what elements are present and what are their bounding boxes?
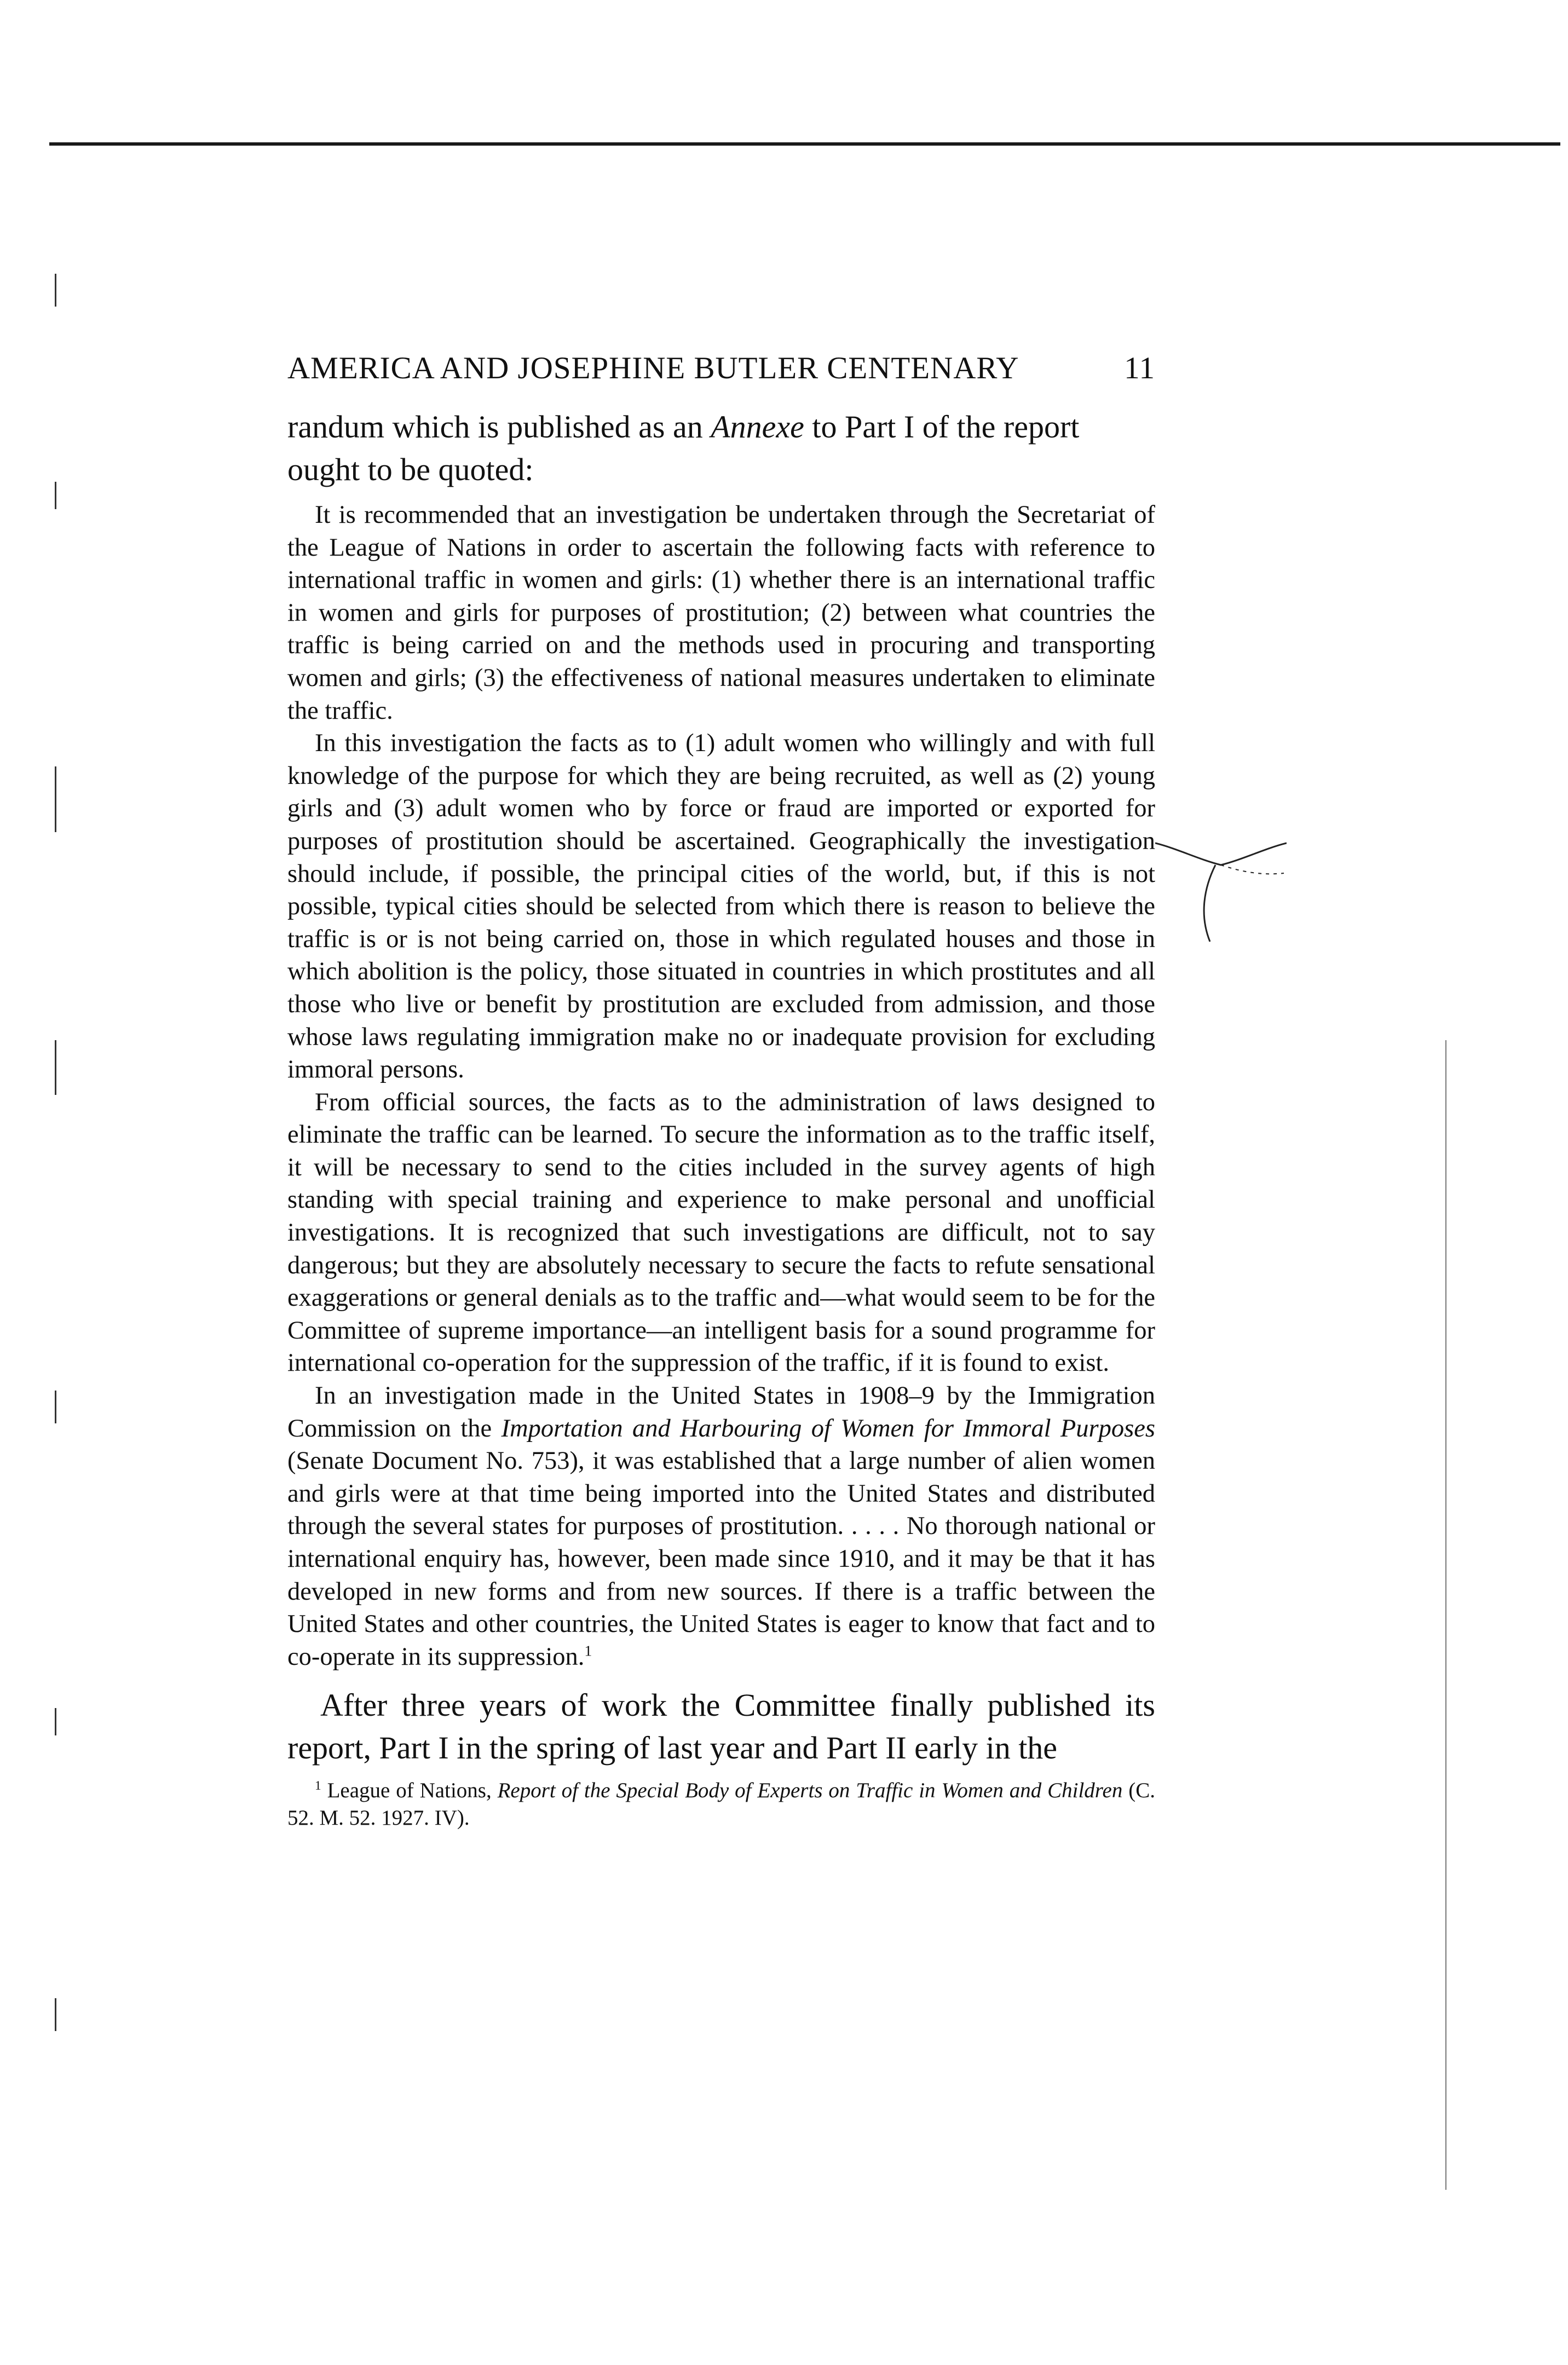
quote-text: (Senate Document No. 753), it was established that a large number of alien women and girls were at that time being imported into the United States and distributed through the several states for purposes of prostitution. . . . . No thorough national or international enquiry has, however, been made since 1910, and it may be that it has developed in new forms and from new sources. If there is a traffic between the United States and other countries, the United States is eager to know that fact and to co-operate in its suppression. — [287, 1447, 1155, 1671]
block-quote — [287, 499, 1155, 1673]
scan-artifact — [55, 274, 56, 307]
footnote — [287, 1777, 1155, 1832]
running-head-title: AMERICA AND JOSEPHINE BUTLER CENTENARY — [287, 351, 1019, 385]
scan-artifact — [55, 766, 56, 832]
scan-artifact — [55, 1998, 56, 2031]
scan-artifact — [55, 1708, 56, 1735]
running-head — [287, 350, 1155, 386]
scan-artifact — [55, 482, 56, 509]
scan-artifact — [55, 1040, 56, 1095]
handwritten-annotation-mark — [1155, 832, 1287, 953]
closing-paragraph: After three years of work the Committee finally published its report, Part I in the spring of last year and Part II early in the — [287, 1687, 1155, 1766]
quote-paragraph: It is recommended that an investigation be undertaken through the Secretariat of the League of Nations in order to ascertain the following facts with reference to international traffic in women and girls: (1) whether there is an international traffic in women and girls for purposes of prostitution; (2) between what countries the traffic is being carried on and the methods used in procuring and transporting women and girls; (3) the effectiveness of national measures undertaken to eliminate the traffic. — [287, 501, 1155, 725]
quote-paragraph: In this investigation the facts as to (1) adult women who willingly and with full knowledge of the purpose for which they are being recruited, as well as (2) young girls and (3) adult women who by force or fraud are imported or exported for purposes of prostitution should be ascertained. Geographically the investigation should include, if possible, the principal cities of the world, but, if this is not possible, typical cities should be selected from which there is reason to believe the traffic is or is not being carried on, those in which regulated houses and those in which abolition is the policy, those situated in countries in which prostitutes and all those who live or benefit by prostitution are excluded from admission, and those whose laws regulating immigration make no or inadequate provision for excluding immoral persons. — [287, 729, 1155, 1084]
footnote-number: 1 — [315, 1779, 321, 1793]
intro-text: randum which is published as an — [287, 409, 711, 445]
intro-paragraph — [287, 406, 1155, 491]
intro-italic: Annexe — [711, 409, 804, 445]
footnote-text: League of Nations, — [321, 1779, 498, 1803]
footnote-text: (C. 52. M. 52. 1927. IV). — [287, 1779, 1155, 1830]
footnote-marker: 1 — [584, 1642, 592, 1660]
scan-artifact — [1445, 1040, 1446, 2190]
intro-text: to Part I of the report — [804, 409, 1080, 445]
footnote-italic: Report of the Special Body of Experts on Traffic in Women and Children — [497, 1779, 1123, 1803]
quote-paragraph — [287, 1380, 1155, 1673]
quote-paragraph: From official sources, the facts as to the administration of laws designed to eliminate the traffic can be learned. To secure the information as to the traffic itself, it will be necessary to send to the cities included in the survey agents of high standing with special training and experience to make personal and unofficial investigations. It is recognized that such investigations are difficult, not to say dangerous; but they are absolutely necessary to secure the facts to refute sensational exaggerations or general denials as to the traffic and—what would seem to be for the Committee of supreme importance—an intelligent basis for a sound programme for international co-operation for the suppression of the traffic, if it is found to exist. — [287, 1088, 1155, 1377]
scan-artifact — [55, 1391, 56, 1423]
intro-text: ought to be quoted: — [287, 452, 534, 487]
quote-italic: Importation and Harbouring of Women for Immoral Purposes — [501, 1414, 1155, 1443]
document-page — [287, 350, 1155, 1832]
page-number: 11 — [1124, 351, 1155, 385]
quote-text: In an investigation made in the United States in 1908–9 by the Immigration Commission on the — [287, 1382, 1155, 1443]
